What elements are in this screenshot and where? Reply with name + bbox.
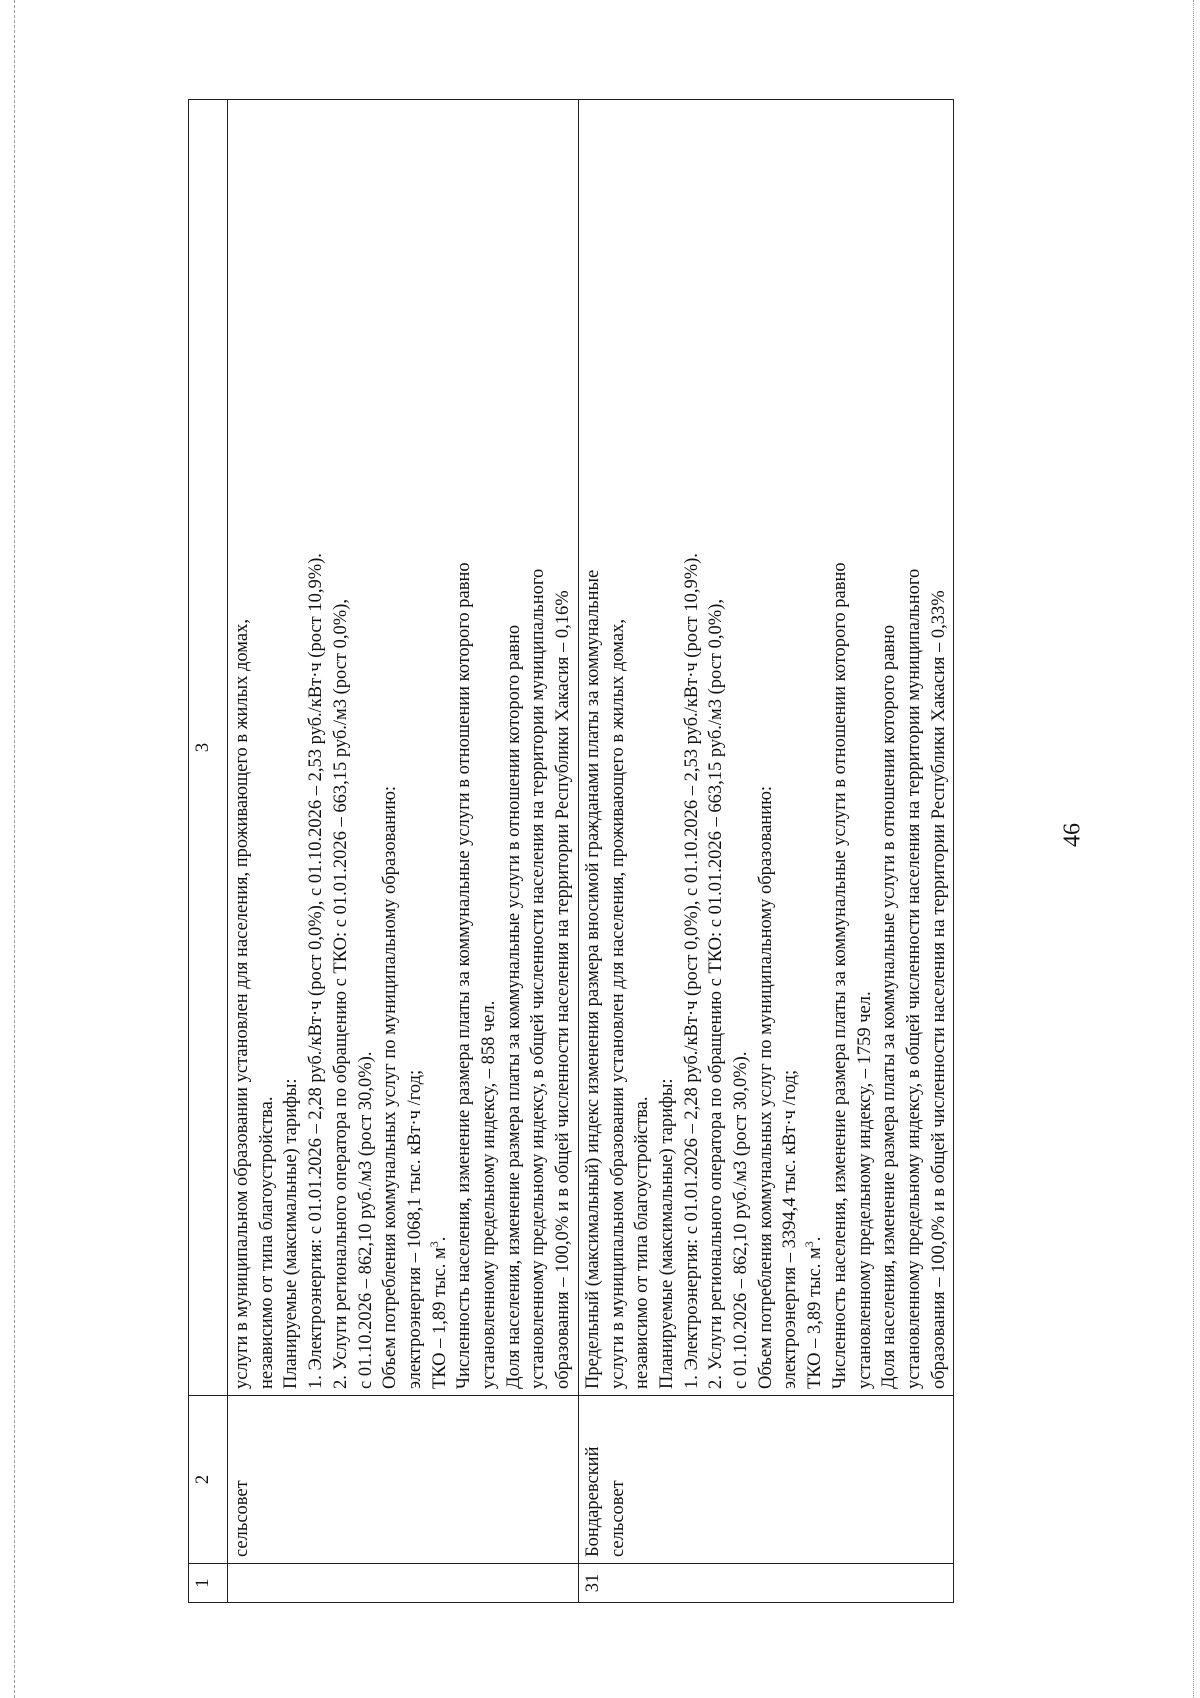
scan-edge-left [14, 0, 15, 1698]
text-line: услуги в муниципальном образовании установлен для населения, проживающего в жилых домах, [607, 619, 628, 1389]
tko-volume: ТКО – 1,89 тыс. м [429, 1247, 450, 1389]
row-number: 31 [578, 1564, 954, 1603]
text-line: образования – 100,0% и в общей численности населения на территории Республики Хакасия – 0,16% [553, 590, 574, 1389]
header-cell-1: 1 [189, 1564, 228, 1603]
table-row [578, 100, 954, 1603]
text-line: Объем потребления коммунальных услуг по муниципальному образованию: [380, 785, 401, 1389]
municipality-name: сельсовет [228, 1396, 579, 1564]
text-line: установленному предельному индексу, – 858 чел. [479, 1000, 500, 1389]
scan-edge-right [1193, 0, 1194, 1698]
row-description [228, 100, 579, 1396]
rotated-table-wrapper [188, 100, 1014, 1603]
text-line: установленному предельному индексу, – 1759 чел. [854, 991, 875, 1389]
text-line: 2. Услуги регионального оператора по обращению с ТКО: с 01.01.2026 – 663,15 руб./м3 (рост 0,0%), [330, 599, 351, 1389]
text-line: Планируемые (максимальные) тарифы: [281, 1078, 302, 1389]
text-line: установленному предельному индексу, в общей численности населения на территории муниципального [528, 568, 549, 1389]
text-line: Планируемые (максимальные) тарифы: [656, 1078, 677, 1389]
page-number: 46 [1059, 823, 1086, 847]
text-line: установленному предельному индексу, в общей численности населения на территории муниципального [903, 568, 924, 1389]
text-line: Доля населения, изменение размера платы за коммунальные услуги в отношении которого равно [879, 624, 900, 1389]
text-line: Численность населения, изменение размера платы за коммунальные услуги в отношении которого равно [454, 562, 475, 1389]
header-cell-2: 2 [189, 1396, 228, 1564]
text-line: с 01.10.2026 – 862,10 руб./м3 (рост 30,0%). [731, 1051, 752, 1389]
text-line: электроэнергия – 3394,4 тыс. кВт·ч /год; [780, 1069, 801, 1389]
row-number [228, 1564, 579, 1603]
text-line: Объем потребления коммунальных услуг по муниципальному образованию: [755, 785, 776, 1389]
text-line: электроэнергия – 1068,1 тыс. кВт·ч /год; [404, 1069, 425, 1389]
text-line: с 01.10.2026 – 862,10 руб./м3 (рост 30,0%). [355, 1051, 376, 1389]
text-line: независимо от типа благоустройства. [632, 1096, 653, 1389]
text-line: Предельный (максимальный) индекс изменения размера вносимой гражданами платы за коммунальные [582, 569, 603, 1389]
text-line: 1. Электроэнергия: с 01.01.2026 – 2,28 руб./кВт·ч (рост 0,0%), с 01.10.2026 – 2,53 руб./кВт·ч (рост 10,9%). [306, 553, 327, 1389]
text-line: независимо от типа благоустройства. [256, 1096, 277, 1389]
text-line: ТКО – 1,89 тыс. $м^3$. [426, 1236, 450, 1389]
text-line: ТКО – 3,89 тыс. $м^3$. [802, 1236, 826, 1389]
municipality-name: Бондаревский сельсовет [578, 1396, 954, 1564]
text-line: Доля населения, изменение размера платы за коммунальные услуги в отношении которого равно [503, 624, 524, 1389]
cubic-superscript: 3 [426, 1241, 441, 1248]
tariff-table [188, 99, 954, 1603]
text-line: 2. Услуги регионального оператора по обращению с ТКО: с 01.01.2026 – 663,15 руб./м3 (рост 0,0%), [706, 599, 727, 1389]
text-line: образования – 100,0% и в общей численности населения на территории Республики Хакасия – 0,33% [928, 590, 949, 1389]
table-header-row [189, 100, 228, 1603]
table-row [228, 100, 579, 1603]
cubic-superscript: 3 [802, 1241, 817, 1248]
text-line: 1. Электроэнергия: с 01.01.2026 – 2,28 руб./кВт·ч (рост 0,0%), с 01.10.2026 – 2,53 руб./кВт·ч (рост 10,9%). [681, 553, 702, 1389]
text-line: Численность населения, изменение размера платы за коммунальные услуги в отношении которого равно [829, 562, 850, 1389]
row-description [578, 100, 954, 1396]
text-line: услуги в муниципальном образовании установлен для населения, проживающего в жилых домах, [232, 619, 252, 1389]
header-cell-3: 3 [189, 100, 228, 1396]
tko-volume: ТКО – 3,89 тыс. м [805, 1247, 826, 1389]
